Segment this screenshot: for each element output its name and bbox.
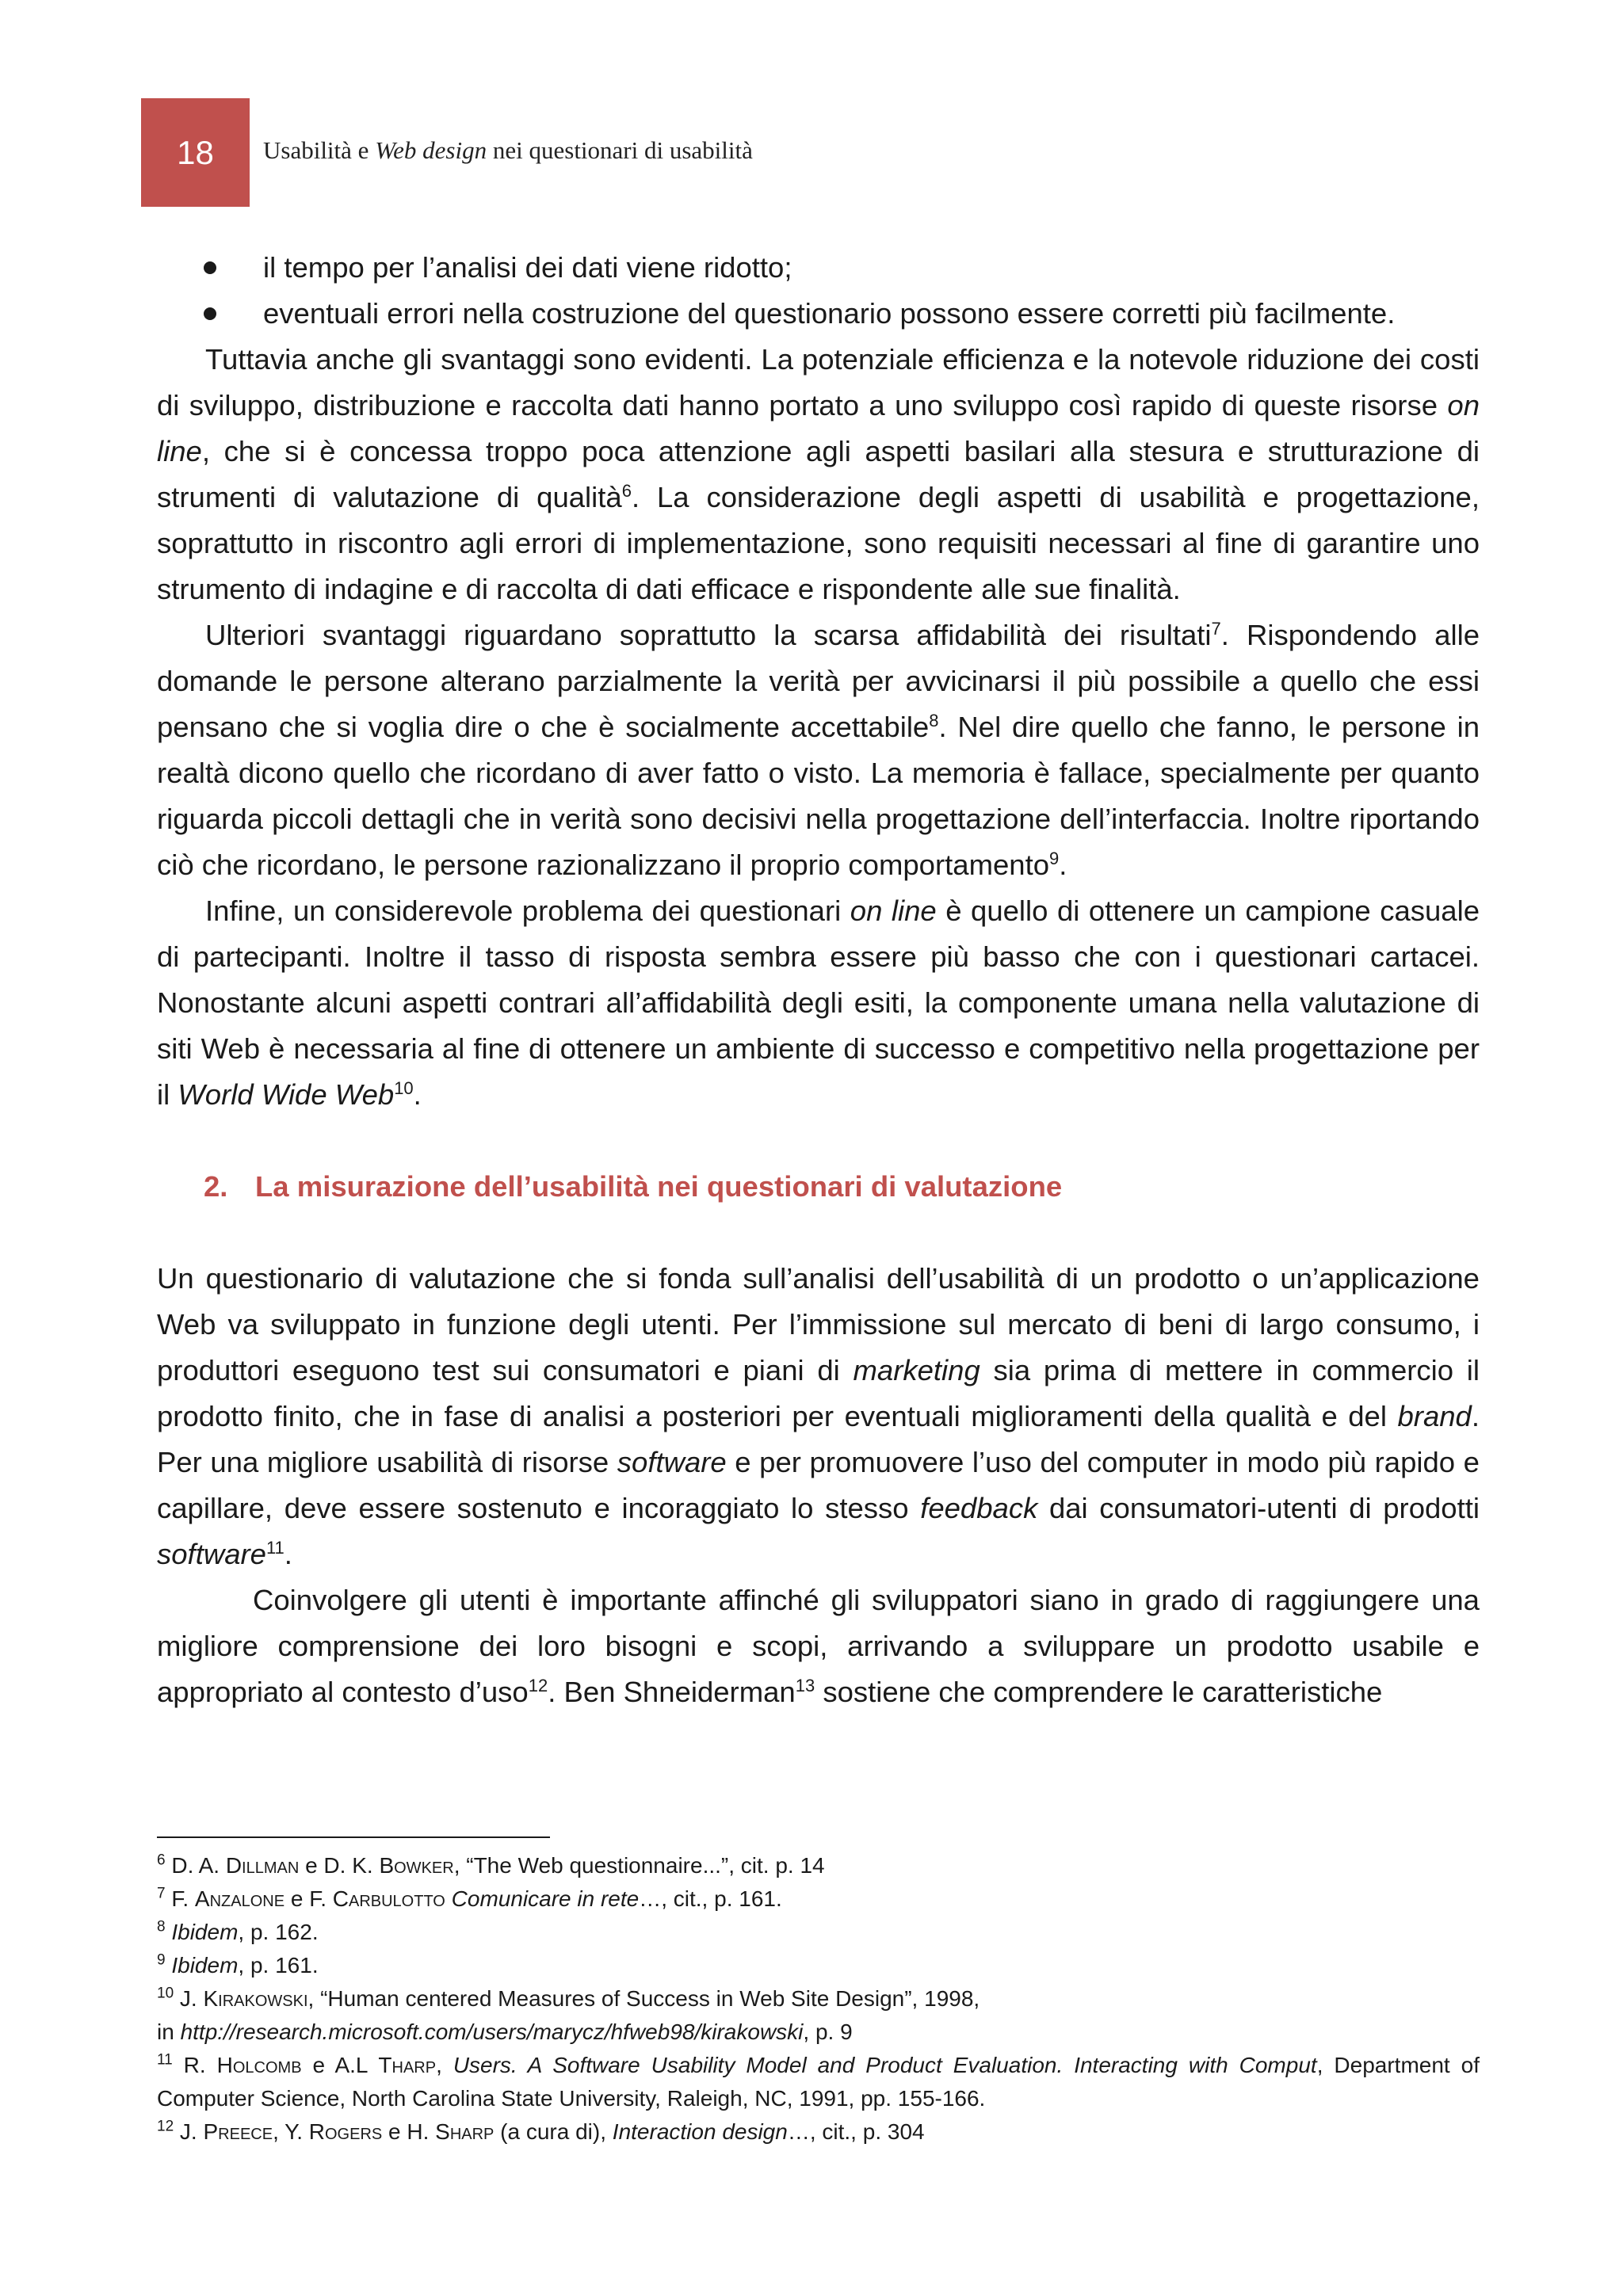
footnote-11 xyxy=(157,2049,1480,2115)
footnote-ref-10[interactable]: 10 xyxy=(394,1077,414,1098)
footnote-separator xyxy=(157,1836,550,1838)
text-run: . xyxy=(1059,849,1067,881)
bullet-item xyxy=(157,245,1480,291)
page-number: 18 xyxy=(177,133,214,171)
italic-run: World Wide Web xyxy=(178,1078,395,1111)
italic-run: Ibidem xyxy=(171,1953,239,1978)
bullet-icon xyxy=(204,307,216,320)
footnote-ref-7[interactable]: 7 xyxy=(1211,618,1221,639)
bullet-icon xyxy=(204,261,216,274)
author-name: Dillman xyxy=(225,1853,300,1878)
author-name: Carbulotto xyxy=(332,1886,445,1911)
footnote-number: 7 xyxy=(157,1885,166,1902)
footnote-9 xyxy=(157,1949,1480,1982)
source-url-link[interactable]: http://research.microsoft.com/users/marycz/hfweb98/kirakowski xyxy=(180,2019,804,2044)
text-run: Coinvolgere gli utenti è importante affinché gli sviluppatori siano in grado di raggiungere una migliore comprensione dei loro bisogni e scopi, arrivando a sviluppare un prodotto usabile e appropriato al contesto d’uso xyxy=(157,1584,1480,1708)
text-run: dai consumatori-utenti di prodotti xyxy=(1037,1492,1480,1524)
text-run: . xyxy=(413,1078,422,1111)
text-run: …, cit., p. 304 xyxy=(787,2119,925,2144)
footnote-number: 8 xyxy=(157,1918,166,1936)
text-run: (a cura di), xyxy=(494,2119,613,2144)
text-run: . Ben Shneiderman xyxy=(548,1676,796,1708)
italic-run: software xyxy=(617,1446,727,1478)
section-title: La misurazione dell’usabilità nei questionari di valutazione xyxy=(255,1170,1063,1203)
italic-run: on line xyxy=(850,894,937,927)
text-run: Un questionario di valutazione che si fonda sull’analisi dell’usabilità di un prodotto o un’applicazione Web va sviluppato in funzione degli utenti. Per l’immissione sul mercato di beni di largo consumo, i produttori eseguono test sui consumatori e piani di xyxy=(157,1262,1480,1386)
footnote-number: 12 xyxy=(157,2118,174,2135)
footnote-number: 9 xyxy=(157,1951,166,1969)
paragraph-disadvantages xyxy=(157,337,1480,612)
text-run: , che si è concessa troppo poca attenzione agli aspetti basilari alla stesura e strutturazione di strumenti di valutazione di qualità xyxy=(157,435,1480,513)
footnote-ref-11[interactable]: 11 xyxy=(265,1537,285,1558)
author-name: Kirakowski xyxy=(203,1986,308,2011)
header-title-part: Usabilità e xyxy=(263,136,376,164)
text-run: . Rispondendo alle domande le persone alterano parzialmente la verità per avvicinarsi il più possibile a quello che essi pensano che si voglia dire o che è socialmente accettabile xyxy=(157,619,1480,743)
footnote-number: 11 xyxy=(157,2051,173,2069)
page-number-box xyxy=(141,98,250,207)
text-run: in xyxy=(157,2019,181,2044)
text-run: e H. xyxy=(382,2119,436,2144)
footnote-number: 10 xyxy=(157,1985,174,2002)
footnote-ref-13[interactable]: 13 xyxy=(795,1675,815,1695)
footnote-number: 6 xyxy=(157,1852,166,1869)
text-run: . Nel dire quello che fanno, le persone in realtà dicono quello che ricordano di aver fatto o visto. La memoria è fallace, specialmente per quanto riguarda piccoli dettagli che in verità sono decisivi nella progettazione dell’interfaccia. Inoltre riportando ciò che ricordano, le persone razionalizzano il proprio comportamento xyxy=(157,711,1480,881)
text-run: J. xyxy=(174,1986,204,2011)
author-name: Preece xyxy=(203,2119,273,2144)
text-run: , p. 162. xyxy=(238,1920,319,1944)
footnote-7 xyxy=(157,1882,1480,1916)
italic-run: software xyxy=(157,1538,266,1570)
footnote-12 xyxy=(157,2115,1480,2149)
text-run: J. xyxy=(174,2119,204,2144)
author-name: Tharp xyxy=(378,2053,437,2077)
text-run: D. A. xyxy=(165,1853,226,1878)
work-title: Interaction design xyxy=(612,2119,788,2144)
text-run: e D. K. xyxy=(299,1853,380,1878)
section-heading xyxy=(157,1164,1480,1210)
text-run: Ulteriori svantaggi riguardano soprattutto la scarsa affidabilità dei risultati xyxy=(205,619,1212,651)
italic-run: brand xyxy=(1397,1400,1472,1432)
footnote-6 xyxy=(157,1849,1480,1882)
footnote-ref-12[interactable]: 12 xyxy=(528,1675,548,1695)
header-title-italic: Web design xyxy=(375,136,487,164)
text-run: . La considerazione degli aspetti di usabilità e progettazione, soprattutto in riscontro agli errori di implementazione, sono requisiti necessari al fine di garantire uno strumento di indagine e di raccolta di dati efficace e rispondente alle sue finalità. xyxy=(157,481,1480,605)
text-run: , Department of Computer Science, North Carolina State University, Raleigh, NC, 1991, pp. 155-166. xyxy=(157,2053,1480,2111)
text-run: , “Human centered Measures of Success in Web Site Design”, 1998, xyxy=(307,1986,980,2011)
text-run: e per promuovere l’uso del computer in modo più rapido e capillare, deve essere sostenuto e incoraggiato lo stesso xyxy=(157,1446,1480,1524)
author-name: Sharp xyxy=(435,2119,495,2144)
footnote-ref-9[interactable]: 9 xyxy=(1049,848,1060,868)
text-run: sostiene che comprendere le caratteristiche xyxy=(815,1676,1383,1708)
text-run: , Y. xyxy=(273,2119,309,2144)
footnote-10 xyxy=(157,1982,1480,2049)
text-run: …, cit., p. 161. xyxy=(639,1886,782,1911)
author-name: Bowker xyxy=(379,1853,454,1878)
text-run: R. xyxy=(172,2053,217,2077)
paragraph-involvement xyxy=(157,1577,1480,1715)
text-run: , xyxy=(436,2053,453,2077)
italic-run: Ibidem xyxy=(171,1920,239,1944)
text-run: Tuttavia anche gli svantaggi sono evidenti. La potenziale efficienza e la notevole riduzione dei costi di sviluppo, distribuzione e raccolta dati hanno portato a uno sviluppo così rapido di queste risorse xyxy=(157,343,1480,421)
footnote-ref-6[interactable]: 6 xyxy=(621,480,632,501)
author-name: Rogers xyxy=(308,2119,383,2144)
text-run: e A.L xyxy=(301,2053,379,2077)
text-run: Infine, un considerevole problema dei questionari xyxy=(205,894,850,927)
text-run: e F. xyxy=(285,1886,333,1911)
text-run: . xyxy=(284,1538,292,1570)
italic-run: marketing xyxy=(853,1354,980,1386)
work-title: Users. A Software Usability Model and Product Evaluation. Interacting with Comput xyxy=(453,2053,1317,2077)
section-number: 2. xyxy=(204,1170,228,1203)
bullet-item xyxy=(157,291,1480,337)
text-run: , p. 161. xyxy=(238,1953,319,1978)
work-title: Comunicare in rete xyxy=(451,1886,640,1911)
bullet-text: il tempo per l’analisi dei dati viene ridotto; xyxy=(263,251,792,284)
body-text xyxy=(157,245,1480,1715)
footnote-8 xyxy=(157,1916,1480,1949)
bullet-text: eventuali errori nella costruzione del questionario possono essere corretti più facilmente. xyxy=(263,297,1396,330)
text-run: sia prima di mettere in commercio il prodotto finito, che in fase di analisi a posteriori per eventuali miglioramenti della qualità e del xyxy=(157,1354,1480,1432)
text-run: . Per una migliore usabilità di risorse xyxy=(157,1400,1480,1478)
italic-run: feedback xyxy=(920,1492,1038,1524)
italic-run: on line xyxy=(157,389,1480,467)
header-title-part: nei questionari di usabilità xyxy=(487,136,753,164)
paragraph-reliability xyxy=(157,612,1480,888)
paragraph-sampling xyxy=(157,888,1480,1118)
text-run: F. xyxy=(165,1886,195,1911)
text-run: , p. 9 xyxy=(803,2019,853,2044)
footnotes xyxy=(157,1849,1480,2149)
footnote-ref-8[interactable]: 8 xyxy=(929,710,939,730)
text-run xyxy=(445,1886,452,1911)
text-run: , “The Web questionnaire...”, cit. p. 14 xyxy=(453,1853,825,1878)
bullet-list xyxy=(157,245,1480,337)
running-header xyxy=(263,136,753,165)
text-run: è quello di ottenere un campione casuale di partecipanti. Inoltre il tasso di risposta sembra essere più basso che con i questionari cartacei. Nonostante alcuni aspetti contrari all’affidabilità degli esiti, la componente umana nella valutazione di siti Web è necessaria al fine di ottenere un ambiente di successo e competitivo nella progettazione per il xyxy=(157,894,1480,1111)
author-name: Holcomb xyxy=(216,2053,302,2077)
author-name: Anzalone xyxy=(194,1886,285,1911)
paragraph-evaluation xyxy=(157,1256,1480,1577)
